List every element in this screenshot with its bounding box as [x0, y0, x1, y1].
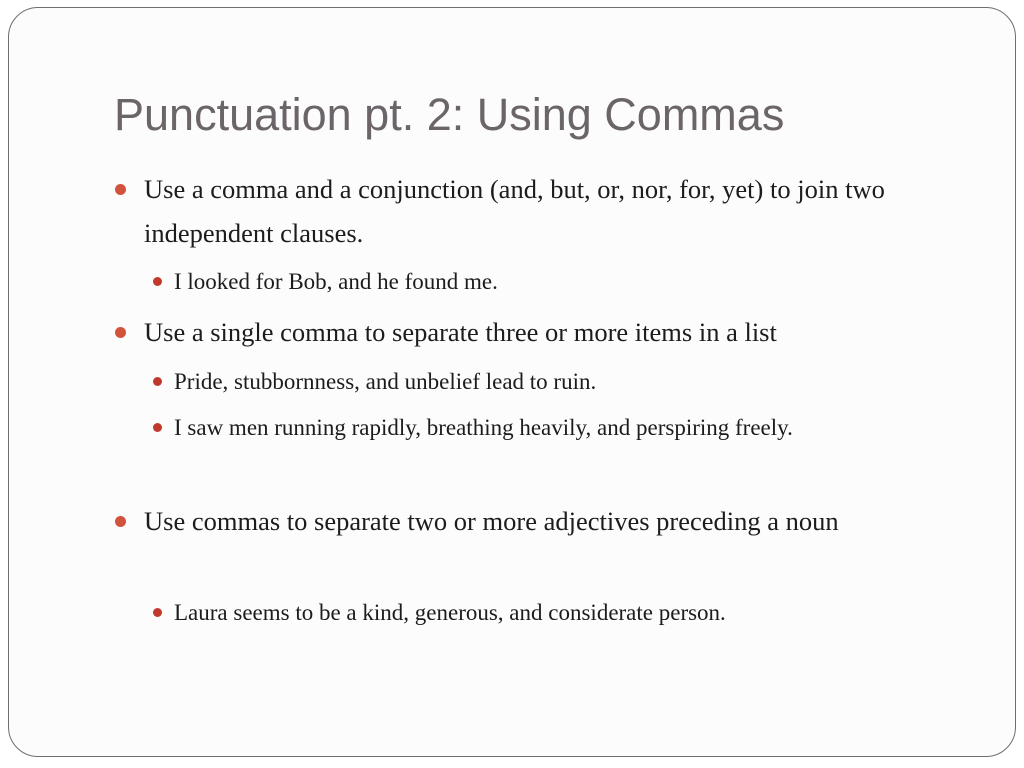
bullet-item — [144, 310, 974, 354]
bullet-icon — [115, 516, 126, 527]
sub-bullet-item — [174, 362, 974, 402]
bullet-icon — [115, 327, 126, 338]
bullet-text: Use commas to separate two or more adjectives preceding a noun — [144, 506, 839, 536]
sub-bullet-icon — [153, 608, 162, 617]
sub-bullet-icon — [153, 423, 162, 432]
sub-bullet-item — [174, 262, 974, 302]
bullet-item — [144, 499, 964, 543]
bullet-text: Use a comma and a conjunction (and, but, or, nor, for, yet) to join two independent clauses. — [144, 174, 885, 248]
bullet-item — [144, 167, 974, 255]
bullet-icon — [115, 184, 126, 195]
sub-bullet-item — [174, 593, 974, 633]
bullet-text: Use a single comma to separate three or more items in a list — [144, 317, 777, 347]
sub-bullet-text: I saw men running rapidly, breathing heavily, and perspiring freely. — [174, 415, 793, 440]
sub-bullet-text: I looked for Bob, and he found me. — [174, 269, 498, 294]
sub-bullet-text: Pride, stubbornness, and unbelief lead to ruin. — [174, 369, 597, 394]
sub-bullet-item — [174, 408, 914, 448]
sub-bullet-text: Laura seems to be a kind, generous, and considerate person. — [174, 600, 726, 625]
slide-title: Punctuation pt. 2: Using Commas — [114, 89, 785, 140]
sub-bullet-icon — [153, 277, 162, 286]
sub-bullet-icon — [153, 377, 162, 386]
